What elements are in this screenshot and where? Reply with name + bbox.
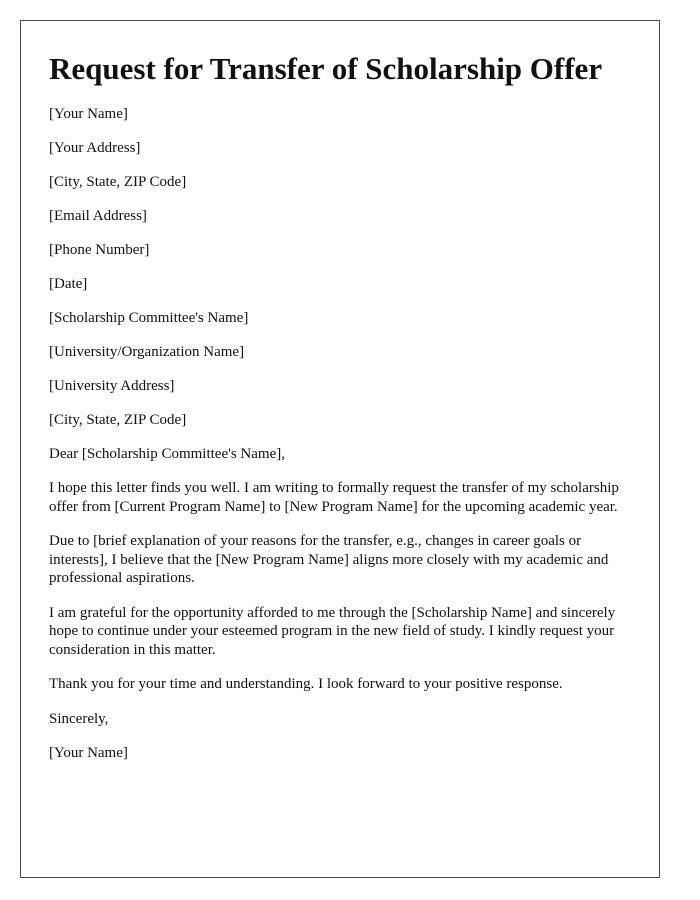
sender-address: [Your Address] xyxy=(49,140,141,156)
body-paragraph: I hope this letter finds you well. I am writing to formally request the transfer of my scholarship offer from [Current Program Name] to [New Program Name] for the upcoming academic year. xyxy=(49,480,619,515)
recipient-organization: [University/Organization Name] xyxy=(49,344,245,360)
recipient-address: [University Address] xyxy=(49,378,175,394)
letter-date: [Date] xyxy=(49,276,88,292)
closing: Sincerely, xyxy=(49,710,109,727)
sender-phone: [Phone Number] xyxy=(49,242,150,258)
letter-title: Request for Transfer of Scholarship Offer xyxy=(49,51,603,86)
salutation: Dear [Scholarship Committee's Name], xyxy=(49,446,285,462)
sender-city-state-zip: [City, State, ZIP Code] xyxy=(49,174,187,190)
letter-page xyxy=(20,20,660,878)
body-paragraph: I am grateful for the opportunity afforded to me through the [Scholarship Name] and sincerely hope to continue under your esteemed program in the new field of study. I kindly request your consideration in this matter. xyxy=(49,604,616,658)
sender-name: [Your Name] xyxy=(49,106,128,122)
body-paragraph: Thank you for your time and understanding. I look forward to your positive response. xyxy=(49,676,563,692)
body-paragraph: Due to [brief explanation of your reasons for the transfer, e.g., changes in career goals or interests], I believe that the [New Program Name] aligns more closely with my academic and professional aspirations. xyxy=(49,533,609,586)
sender-email: [Email Address] xyxy=(49,208,147,224)
recipient-name: [Scholarship Committee's Name] xyxy=(49,310,249,326)
recipient-city-state-zip: [City, State, ZIP Code] xyxy=(49,412,187,428)
signature-name: [Your Name] xyxy=(49,744,128,761)
